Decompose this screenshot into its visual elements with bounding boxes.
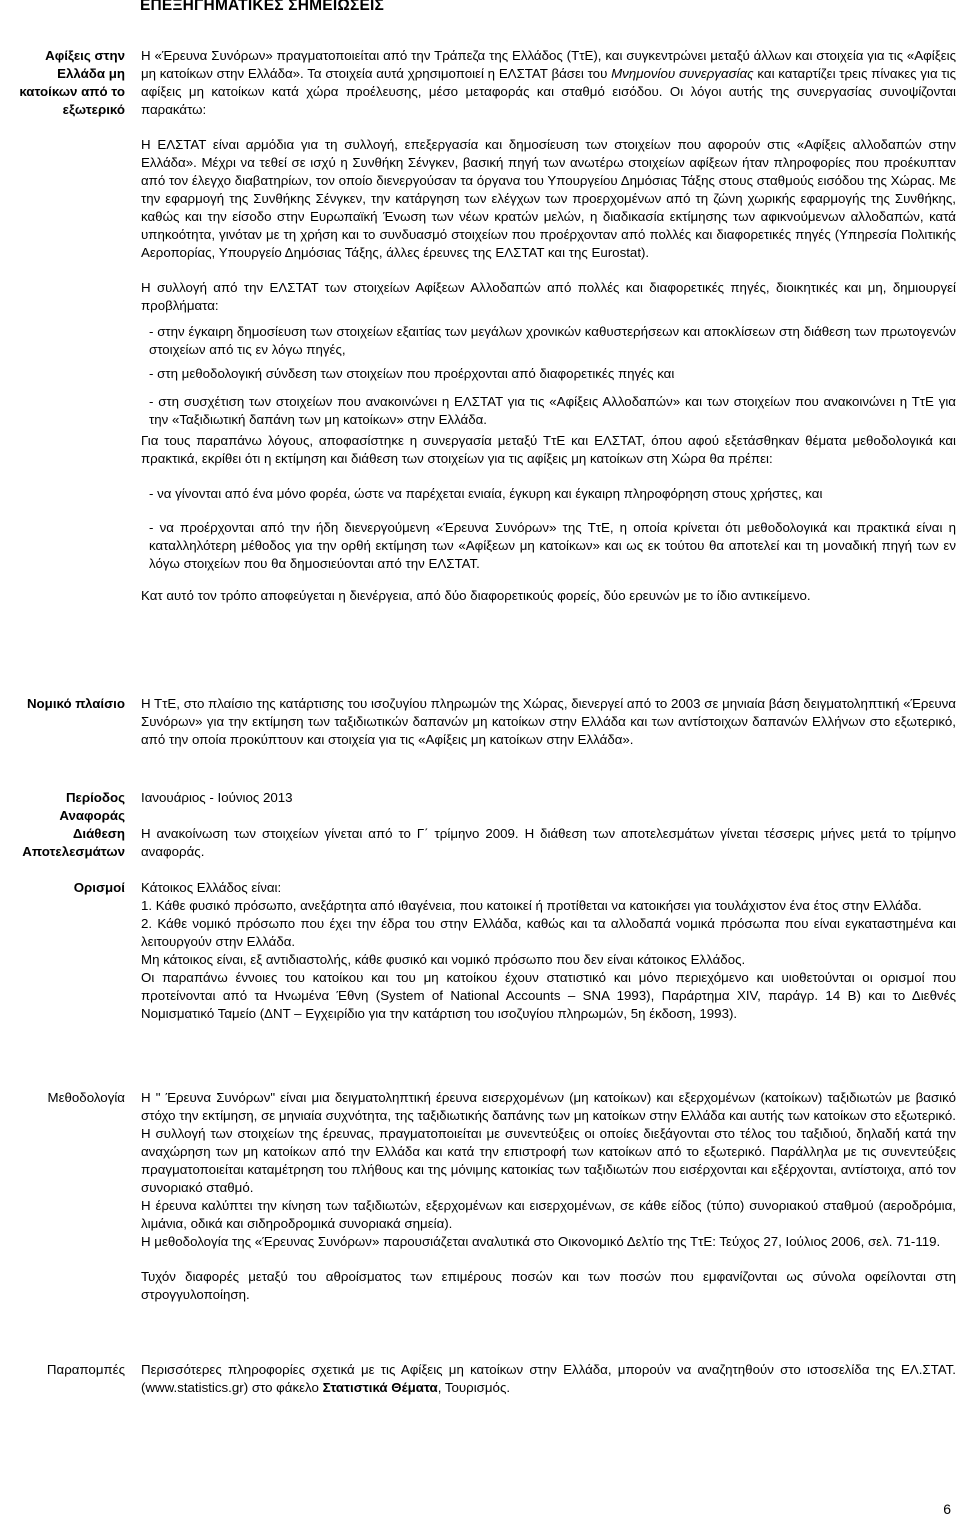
reference-period: Ιανουάριος - Ιούνιος 2013 xyxy=(141,790,293,805)
section-label-period: Περίοδος Αναφοράς Διάθεση Αποτελεσμάτων xyxy=(22,790,125,859)
release-text: Η ανακοίνωση των στοιχείων γίνεται από το Γ΄ τρίμηνο 2009. Η διάθεση των αποτελεσμάτων γίνεται τέσσερις μήνες μετά το τρίμηνο αναφοράς. xyxy=(141,826,956,859)
methodology-line: Η έρευνα καλύπτει την κίνηση των ταξιδιωτών, εξερχομένων και εισερχομένων, σε κάθε είδος (τύπο) συνοριακού σταθμού (αεροδρόμια, λιμάνια, οδικά και σιδηροδρομικά συνοριακά σημεία). xyxy=(141,1198,956,1231)
list-item: - στη συσχέτιση των στοιχείων που ανακοινώνει η ΕΛΣΤΑΤ για τις «Αφίξεις Αλλοδαπών» και των στοιχείων που ανακοινώνει η ΤτΕ για την «Ταξιδιωτική δαπάνη των μη κατοίκων» στην Ελλάδα. xyxy=(149,394,956,427)
section-label-legal: Νομικό πλαίσιο xyxy=(26,696,125,711)
paragraph-decision: Για τους παραπάνω λόγους, αποφασίστηκε η συνεργασία μεταξύ ΤτΕ και ΕΛΣΤΑΤ, όπου αφού εξετάσθηκαν θέματα μεθοδολογικά και πρακτικά, εκρίθει ότι η εκτίμηση και διάθεση των στοιχείων για τις αφίξεις μη κατοίκων στη Χώρα θα πρέπει: xyxy=(141,433,956,466)
section-label-definitions: Ορισμοί xyxy=(73,880,125,895)
list-item: - να προέρχονται από την ήδη διενεργούμενη «Έρευνα Συνόρων» της ΤτΕ, η οποία κρίνεται ότι μεθοδολογικά και πρακτικά είναι η καταλληλότερη μέθοδος για την ορθή εκτίμηση των «Αφίξεων μη κατοίκων» και ως εκ τούτου θα αποτελεί και τη μοναδική πηγή των εν λόγω στοιχείων που θα δημοσιεύονται από την ΕΛΣΤΑΤ. xyxy=(149,520,956,571)
list-item: - στην έγκαιρη δημοσίευση των στοιχείων εξαιτίας των μεγάλων χρονικών καθυστερήσεων και αποκλίσεων στη διάθεση των πρωτογενών στοιχείων από τις εν λόγω πηγές, xyxy=(149,324,956,357)
list-item: - στη μεθοδολογική σύνδεση των στοιχείων που προέρχονται από διαφορετικές πηγές και xyxy=(149,366,675,381)
page-title: ΕΠΕΞΗΓΗΜΑΤΙΚΕΣ ΣΗΜΕΙΩΣΕΙΣ xyxy=(140,0,385,14)
page-number: 6 xyxy=(943,1501,951,1517)
paragraph-responsibility: Η ΕΛΣΤΑΤ είναι αρμόδια για τη συλλογή, επεξεργασία και δημοσίευση των στοιχείων που αφορούν στις «Αφίξεις αλλοδαπών στην Ελλάδα». Μέχρι να τεθεί σε ισχύ η Συνθήκη Σένγκεν, βασική πηγή των ανωτέρω στοιχείων αφίξεων ήταν πληροφορίες που προέκυπταν από τον έλεγχο διαβατηρίων, τον οποίο διενεργούσαν τα όργανα του Υπουργείου Δημόσιας Τάξης στους σταθμούς εισόδου της Χώρας. Με την εφαρμογή της Συνθήκης Σένγκεν, την κατάργηση των ελέγχων των προερχομένων από τη ζώνη χωρικής εφαρμογής της Συνθήκης, καθώς και την είσοδο στην Ευρωπαϊκή Ένωση των νέων κρατών μελών, η διαδικασία εκτίμησης των αφικνούμενων αλλοδαπών, κατά υπηκοότητα, γινόταν με τη χρήση και το συνδυασμό στοιχείων που προέρχονταν από πολλές και διαφορετικές πηγές (Υπηρεσία Πολιτικής Αεροπορίας, Υπουργείο Δημόσιας Τάξης, άλλες έρευνες της ΕΛΣΤΑΤ και της Eurostat). xyxy=(141,137,956,260)
rounding-note: Τυχόν διαφορές μεταξύ του αθροίσματος των επιμέρους ποσών και των ποσών που εμφανίζονται ως σύνολα οφείλονται στη στρογγυλοποίηση. xyxy=(141,1269,956,1302)
definition-line: 1. Κάθε φυσικό πρόσωπο, ανεξάρτητα από ιθαγένεια, που κατοικεί ή προτίθεται να κατοικήσει για τουλάχιστον ένα έτος στην Ελλάδα. xyxy=(141,898,922,913)
methodology-line: Η " Έρευνα Συνόρων" είναι μια δειγματοληπτική έρευνα εισερχομένων (μη κατοίκων) και εξερχομένων (κατοίκων) ταξιδιωτών με βασικό στόχο την εκτίμηση, σε μηνιαία συχνότητα, της ταξιδιωτικής δαπάνης των μη κατοίκων στην Ελλάδα και αυτής των κατοίκων στο εξωτερικό. Η συλλογή των στοιχείων της έρευνας, πραγματοποιείται με συνεντεύξεις οι οποίες διεξάγονται στο τέλος του ταξιδιού, δηλαδή κατά την αναχώρηση των μη κατοίκων από την Ελλάδα και κατά την επιστροφή των κατοίκων από το εξωτερικό. Παράλληλα με τις συνεντεύξεις πραγματοποιείται καταμέτρηση του πλήθους και της μόνιμης κατοικίας των ταξιδιωτών που εισέρχονται και εξέρχονται, αντίστοιχα, από τον συνοριακό σταθμό. xyxy=(141,1090,956,1195)
section-label-arrivals: Αφίξεις στην Ελλάδα μη κατοίκων από το εξωτερικό xyxy=(19,48,125,117)
statistical-topics-link: Στατιστικά Θέματα xyxy=(322,1380,438,1395)
definition-line: Οι παραπάνω έννοιες του κατοίκου και του μη κατοίκου έχουν στατιστικό και μόνο περιεχόμενο και υιοθετούνται οι ορισμοί που προτείνονται από τα Ηνωμένα Έθνη (System of National Accounts – SNA 1993), Παράρτημα ΧΙV, παράγρ. 14 Β) και το Διεθνές Νομισματικό Ταμείο (ΔΝΤ – Εγχειρίδιο για την κατάρτιση του ισοζυγίου πληρωμών, 5η έκδοση, 1993). xyxy=(141,970,956,1021)
references-text: Περισσότερες πληροφορίες σχετικά με τις Αφίξεις μη κατοίκων στην Ελλάδα, μπορούν να αναζητηθούν στο ιστοσελίδα της ΕΛ.ΣΤΑΤ. (www.statistics.gr) στο φάκελο Στατιστικά Θέματα, Τουρισμός. xyxy=(141,1362,956,1395)
methodology-line: Η μεθοδολογία της «Έρευνας Συνόρων» παρουσιάζεται αναλυτικά στο Οικονομικό Δελτίο της ΤτΕ: Τεύχος 27, Ιούλιος 2006, σελ. 71-119. xyxy=(141,1234,941,1249)
section-body-arrivals xyxy=(141,47,956,605)
definition-line: Μη κάτοικος είναι, εξ αντιδιαστολής, κάθε φυσικό και νομικό πρόσωπο που δεν είναι κάτοικος Ελλάδος. xyxy=(141,952,746,967)
intro-paragraph: Η «Έρευνα Συνόρων» πραγματοποιείται από την Τράπεζα της Ελλάδος (ΤτΕ), και συγκεντρώνει μεταξύ άλλων και στοιχεία για τις «Αφίξεις μη κατοίκων στην Ελλάδα». Τα στοιχεία αυτά χρησιμοποιεί η ΕΛΣΤΑΤ βάσει του Μνημονίου συνεργασίας και καταρτίζει τρεις πίνακες για τις αφίξεις μη κατοίκων κατά χώρα προέλευσης, μέσο μεταφοράς και σταθμό εισόδου. Οι λόγοι αυτής της συνεργασίας συνοψίζονται παρακάτω: xyxy=(141,48,957,117)
legal-text: Η ΤτΕ, στο πλαίσιο της κατάρτισης του ισοζυγίου πληρωμών της Χώρας, διενεργεί από το 2003 σε μηνιαία βάση δειγματοληπτική «Έρευνα Συνόρων» για την εκτίμηση των ταξιδιωτικών δαπανών μη κατοίκων στην Ελλάδα και των αντίστοιχων δαπανών Ελλήνων στο εξωτερικό, από την οποία προκύπτουν και στοιχεία για τις «Αφίξεις μη κατοίκων στην Ελλάδα». xyxy=(141,696,956,747)
paragraph-conclusion: Κατ αυτό τον τρόπο αποφεύγεται η διενέργεια, από δύο διαφορετικούς φορείς, δύο ερευνών με το ίδιο αντικείμενο. xyxy=(141,588,811,603)
definition-line: Κάτοικος Ελλάδος είναι: xyxy=(141,880,282,895)
definition-line: 2. Κάθε νομικό πρόσωπο που έχει την έδρα του στην Ελλάδα, καθώς και τα αλλοδαπά νομικά πρόσωπα που είναι εγκαταστημένα και λειτουργούν στην Ελλάδα. xyxy=(141,916,956,949)
paragraph-problems-intro: Η συλλογή από την ΕΛΣΤΑΤ των στοιχείων Αφίξεων Αλλοδαπών από πολλές και διαφορετικές πηγές, διοικητικές και μη, δημιουργεί προβλήματα: xyxy=(141,280,956,313)
list-item: - να γίνονται από ένα μόνο φορέα, ώστε να παρέχεται ενιαία, έγκυρη και έγκαιρη πληροφόρηση στους χρήστες, και xyxy=(149,486,823,501)
section-label-references: Παραπομπές xyxy=(46,1362,125,1377)
section-label-methodology: Μεθοδολογία xyxy=(47,1090,125,1105)
